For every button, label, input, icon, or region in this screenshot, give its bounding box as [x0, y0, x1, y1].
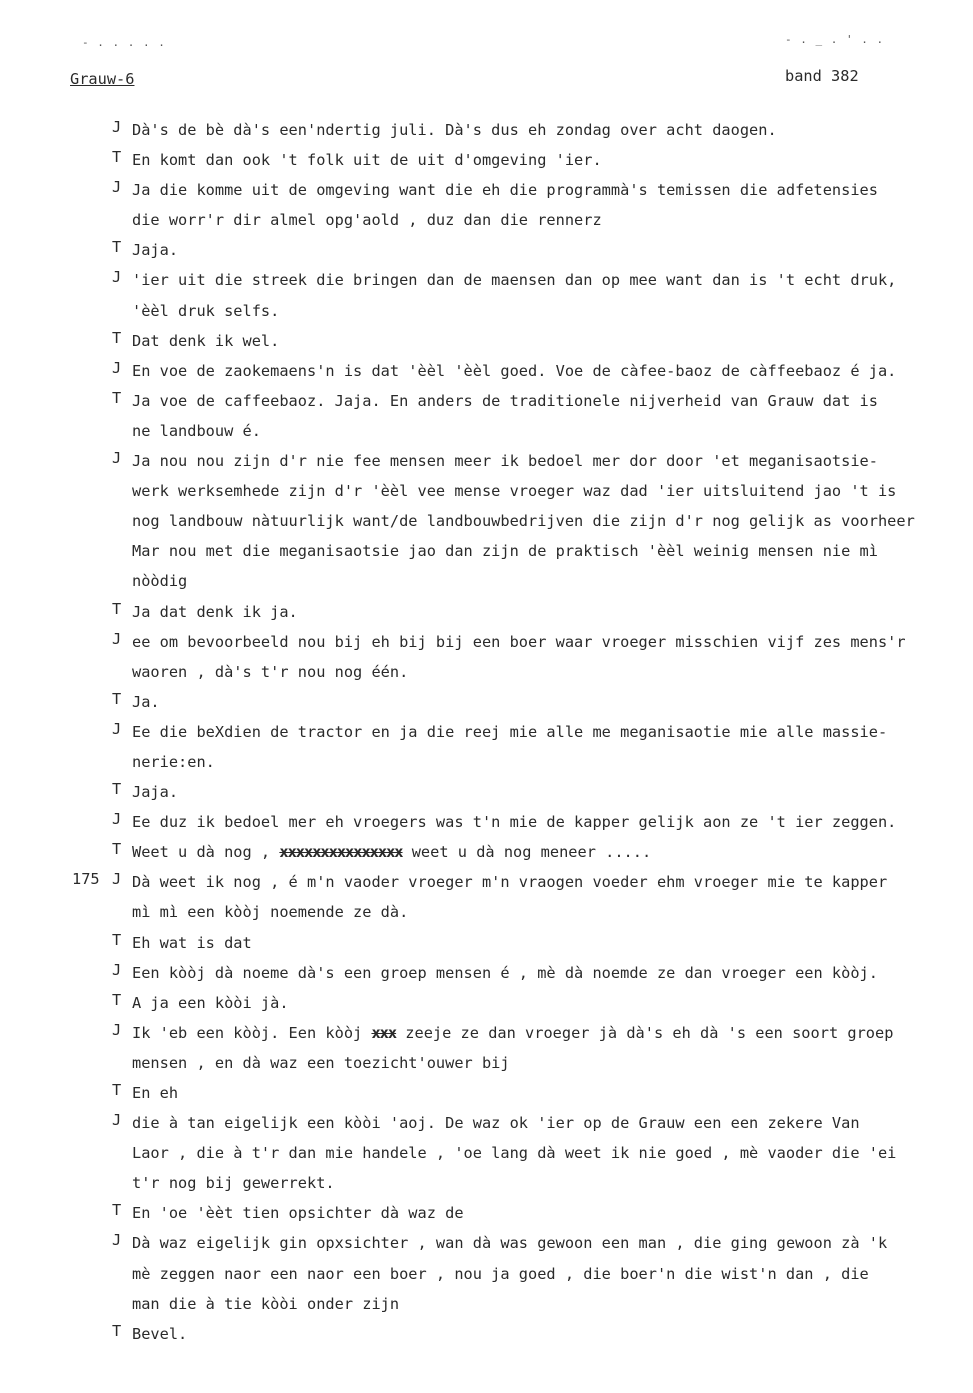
speaker: T	[112, 599, 122, 618]
line: ne landbouw é.	[132, 421, 261, 440]
line: Ee duz ik bedoel mer eh vroegers was t'n mie de kapper gelijk aon ze 't ier zeggen.	[132, 813, 897, 832]
speaker: J	[112, 810, 122, 829]
line: Laor , die à t'r dan mie handele , 'oe lang dà weet ik nie goed , mè vaoder die 'ei	[132, 1144, 897, 1163]
turn-15	[0, 810, 973, 840]
turn-24	[0, 1201, 973, 1231]
turn-10	[0, 600, 973, 630]
line: Jaja.	[132, 783, 179, 802]
speaker: T	[112, 930, 122, 949]
line: nerie:en.	[132, 752, 215, 771]
turn-5	[0, 268, 973, 328]
line-number: 175	[72, 870, 100, 889]
turn-4	[0, 238, 973, 268]
speaker: T	[112, 1081, 122, 1099]
speaker: T	[112, 689, 122, 708]
tape-number: band 382	[785, 67, 859, 85]
line: En voe de zaokemaens'n is dat 'èèl 'èèl goed. Voe de càfee-baoz de càffeebaoz é ja.	[132, 361, 897, 380]
turn-1	[0, 118, 973, 148]
speaker: J	[112, 358, 122, 377]
turn-19	[0, 961, 973, 991]
document-code: Grauw-6	[70, 70, 135, 88]
line: Jaja.	[132, 241, 179, 260]
line-text: zeeje ze dan vroeger jà dà's eh dà 's een soort groep	[396, 1023, 894, 1042]
line: mè zeggen naor een naor een boer , nou ja goed , die boer'n die wist'n dan , die	[132, 1264, 869, 1283]
turn-17	[0, 870, 973, 930]
turn-21	[0, 1021, 973, 1081]
turn-6	[0, 329, 973, 359]
turn-26	[0, 1322, 973, 1352]
turn-2	[0, 148, 973, 178]
line: nòòdig	[132, 572, 188, 591]
line-text: Ik 'eb een kòòj. Een kòòj	[132, 1023, 372, 1042]
speaker: J	[112, 1111, 122, 1130]
top-right-mark: - . _ . ' . .	[785, 33, 885, 46]
speaker: T	[112, 148, 122, 167]
line: Ee die beXdien de tractor en ja die reej mie alle me meganisaotie mie alle massie-	[132, 722, 888, 741]
struck-out-text: xxx	[371, 1023, 397, 1042]
turn-22	[0, 1081, 973, 1111]
speaker: J	[112, 1020, 122, 1039]
line: A ja een kòòi jà.	[132, 993, 289, 1012]
speaker: J	[112, 1231, 122, 1250]
speaker: J	[112, 960, 122, 979]
line	[0, 840, 973, 870]
turn-25	[0, 1231, 973, 1321]
line: man die à tie kòòi onder zijn	[132, 1294, 400, 1313]
line: waoren , dà's t'r nou nog één.	[132, 662, 409, 681]
line: Dat denk ik wel.	[132, 331, 280, 350]
speaker: T	[112, 990, 122, 1009]
line: En 'oe 'èèt tien opsichter dà waz de	[132, 1204, 464, 1223]
line: mì mì een kòòj noemende ze dà.	[132, 903, 409, 922]
turn-9	[0, 449, 973, 599]
line: Ja die komme uit de omgeving want die eh die programmà's temissen die adfetensies	[132, 181, 878, 200]
line: Ja voe de caffeebaoz. Jaja. En anders de traditionele nijverheid van Grauw dat is	[132, 391, 878, 410]
speaker: J	[112, 629, 122, 648]
line: werk werksemhede zijn d'r 'èèl vee mense vroeger waz dad 'ier uitsluitend jao 't is	[132, 482, 897, 501]
line: Dà waz eigelijk gin opxsichter , wan dà was gewoon een man , die ging gewoon zà 'k	[132, 1234, 888, 1253]
line-text: Weet u dà nog ,	[132, 843, 280, 862]
line: Dà's de bè dà's een'ndertig juli. Dà's dus eh zondag over acht daogen.	[132, 121, 777, 139]
line: Eh wat is dat	[132, 933, 252, 952]
speaker: T	[112, 840, 122, 859]
speaker: J	[112, 118, 122, 136]
line-text: weet u dà nog meneer .....	[402, 843, 652, 862]
line: Bevel.	[132, 1324, 188, 1343]
speaker: J	[112, 719, 122, 738]
line: Ja.	[132, 692, 160, 711]
line: ee om bevoorbeeld nou bij eh bij bij een boer waar vroeger misschien vijf zes mens'r	[132, 632, 906, 651]
turn-12	[0, 690, 973, 720]
line: die worr'r dir almel opg'aold , duz dan die rennerz	[132, 211, 602, 230]
line: Een kòòj dà noeme dà's een groep mensen é , mè dà noemde ze dan vroeger een kòòj.	[132, 963, 878, 982]
line: mensen , en dà waz een toezicht'ouwer bij	[132, 1053, 510, 1072]
turn-8	[0, 389, 973, 449]
speaker: T	[112, 328, 122, 347]
line: t'r nog bij gewerrekt.	[132, 1174, 335, 1193]
turn-3	[0, 178, 973, 238]
turn-11	[0, 630, 973, 690]
line: Dà weet ik nog , é m'n vaoder vroeger m'n vraogen voeder ehm vroeger mie te kapper	[132, 873, 888, 892]
top-left-mark: - . . . . .	[82, 36, 166, 49]
line	[0, 1021, 973, 1051]
turn-20	[0, 991, 973, 1021]
turn-18	[0, 931, 973, 961]
speaker: T	[112, 780, 122, 799]
transcript	[0, 118, 973, 1352]
line: Ja dat denk ik ja.	[132, 602, 298, 621]
turn-13	[0, 720, 973, 780]
struck-out-text: xxxxxxxxxxxxxxx	[279, 843, 403, 862]
line: En komt dan ook 't folk uit de uit d'omgeving 'ier.	[132, 151, 602, 170]
line: nog landbouw nàtuurlijk want/de landbouwbedrijven die zijn d'r nog gelijk as voorheer	[132, 512, 915, 531]
line: 'ier uit die streek die bringen dan de maensen dan op mee want dan is 't echt druk,	[132, 271, 897, 290]
line: Ja nou nou zijn d'r nie fee mensen meer ik bedoel mer dor door 'et meganisaotsie-	[132, 452, 878, 471]
turn-14	[0, 780, 973, 810]
line: En eh	[132, 1084, 179, 1102]
speaker: T	[112, 238, 122, 257]
turn-23	[0, 1111, 973, 1201]
speaker: J	[112, 449, 122, 468]
line: 'èèl druk selfs.	[132, 301, 280, 320]
speaker: J	[112, 870, 122, 889]
speaker: T	[112, 388, 122, 407]
speaker: J	[112, 178, 122, 197]
speaker: J	[112, 268, 122, 287]
speaker: T	[112, 1201, 122, 1220]
speaker: T	[112, 1321, 122, 1340]
turn-7	[0, 359, 973, 389]
turn-16	[0, 840, 973, 870]
line: Mar nou met die meganisaotsie jao dan zijn de praktisch 'èèl weinig mensen nie mì	[132, 542, 878, 561]
line: die à tan eigelijk een kòòi 'aoj. De waz ok 'ier op de Grauw een een zekere Van	[132, 1114, 860, 1133]
